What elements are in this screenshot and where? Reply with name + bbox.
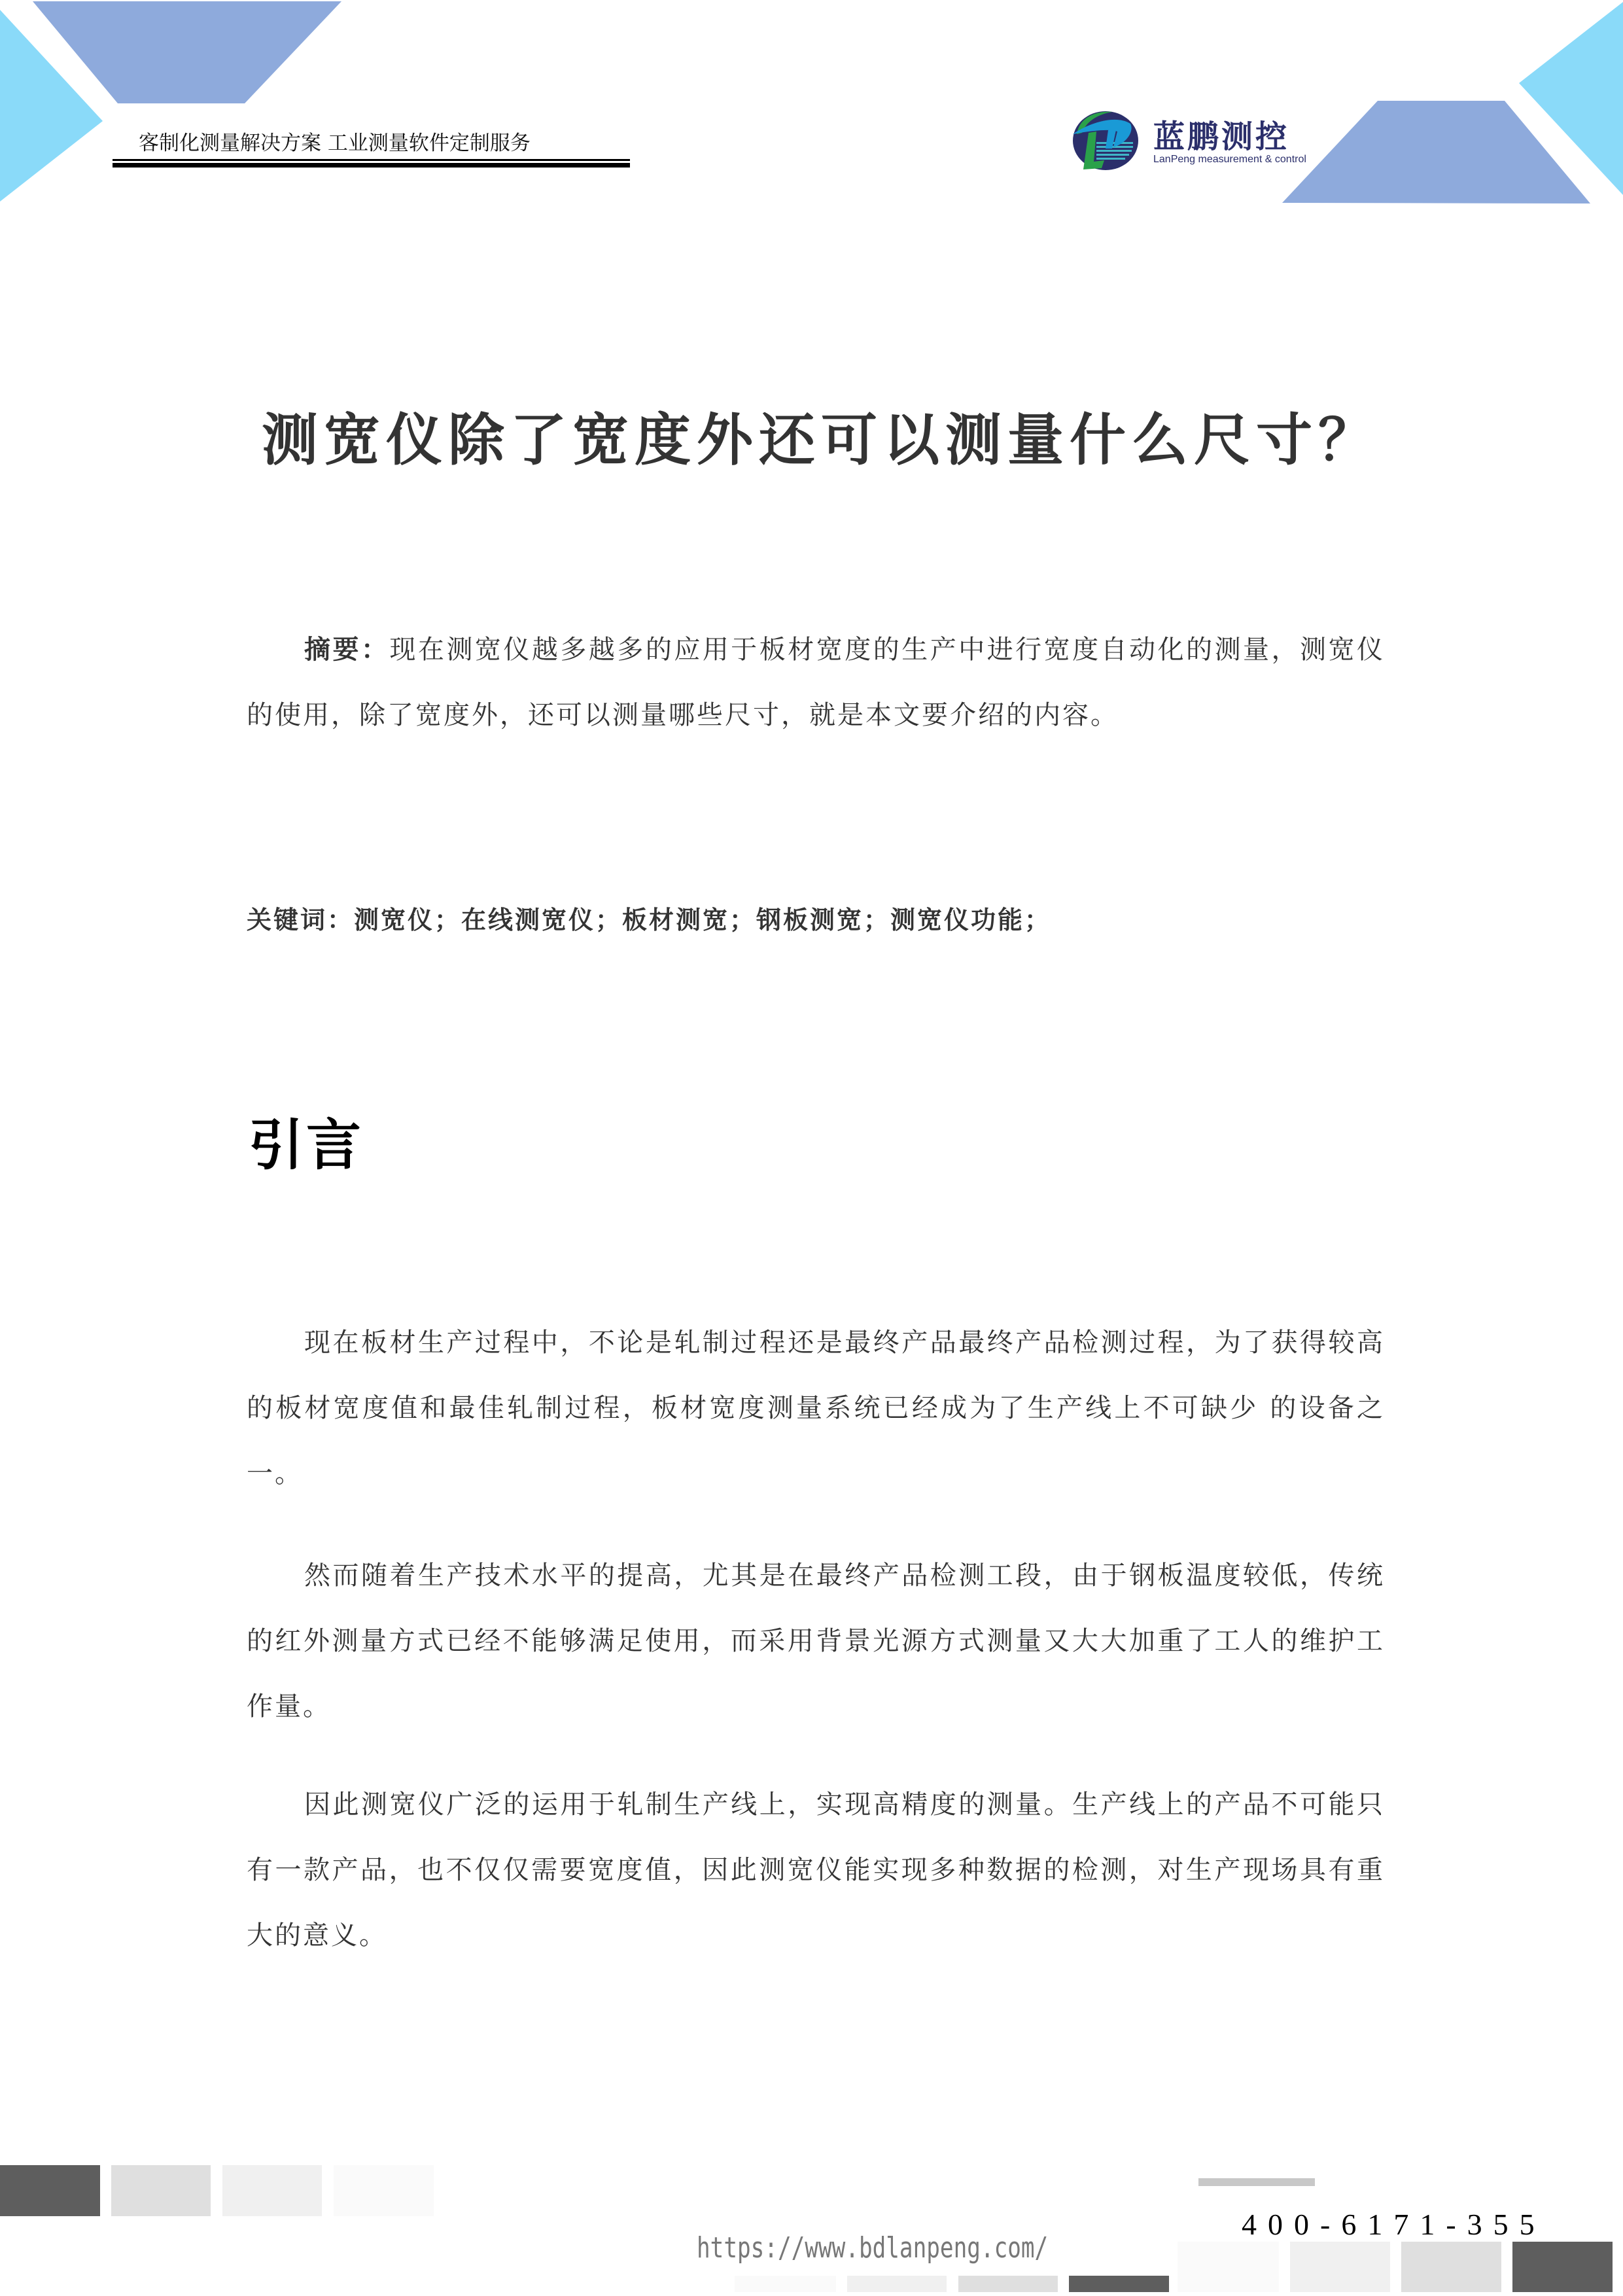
header-rule-thick bbox=[113, 163, 630, 168]
company-logo bbox=[1070, 107, 1312, 172]
header-tagline: 客制化测量解决方案 工业测量软件定制服务 bbox=[139, 132, 531, 155]
lanpeng-logo-icon bbox=[1070, 108, 1140, 171]
footer-square bbox=[0, 2165, 100, 2216]
footer-square bbox=[958, 2276, 1058, 2292]
footer-bar bbox=[1198, 2178, 1315, 2186]
abstract bbox=[247, 617, 1385, 748]
paragraph: 现在板材生产过程中，不论是轧制过程还是最终产品最终产品检测过程，为了获得较高的板材宽度值和最佳轧制过程，板材宽度测量系统已经成为了生产线上不可缺少 的设备之一。 bbox=[247, 1328, 1385, 1489]
paragraph: 然而随着生产技术水平的提高，尤其是在最终产品检测工段，由于钢板温度较低，传统的红外测量方式已经不能够满足使用，而采用背景光源方式测量又大大加重了工人的维护工作量。 bbox=[247, 1561, 1385, 1722]
document-title: 测宽仪除了宽度外还可以测量什么尺寸？ bbox=[262, 407, 1380, 473]
footer-phone: 400-6171-355 bbox=[1242, 2208, 1546, 2241]
logo-name-cn: 蓝鹏测控 bbox=[1153, 118, 1290, 155]
section-heading-introduction: 引言 bbox=[249, 1112, 364, 1177]
footer-square bbox=[1178, 2242, 1279, 2292]
header-rule-thin bbox=[113, 159, 630, 161]
footer-square bbox=[222, 2165, 322, 2216]
header-right-trapezoid bbox=[1282, 101, 1590, 203]
abstract-label: 摘要： bbox=[304, 634, 390, 665]
footer-square bbox=[1512, 2242, 1613, 2292]
footer-square bbox=[334, 2165, 434, 2216]
logo-name-en: LanPeng measurement & control bbox=[1153, 154, 1306, 165]
abstract-text: 现在测宽仪越多越多的应用于板材宽度的生产中进行宽度自动化的测量，测宽仪的使用，除了宽度外，还可以测量哪些尺寸，就是本文要介绍的内容。 bbox=[247, 635, 1386, 730]
footer-square bbox=[111, 2165, 211, 2216]
keywords-text: 测宽仪；在线测宽仪；板材测宽；钢板测宽；测宽仪功能； bbox=[354, 906, 1052, 934]
footer-square bbox=[847, 2276, 947, 2292]
keywords-label: 关键词： bbox=[247, 906, 355, 934]
footer-url[interactable]: https://www.bdlanpeng.com/ bbox=[697, 2231, 1049, 2265]
keywords bbox=[247, 887, 1385, 953]
footer-square bbox=[1401, 2242, 1501, 2292]
paragraph: 因此测宽仪广泛的运用于轧制生产线上，实现高精度的测量。生产线上的产品不可能只有一款产品，也不仅仅需要宽度值，因此测宽仪能实现多种数据的检测，对生产现场具有重大的意义。 bbox=[247, 1790, 1385, 1951]
header-left-trapezoid bbox=[33, 1, 341, 103]
footer-square bbox=[1069, 2276, 1169, 2292]
footer-square bbox=[735, 2276, 836, 2292]
footer-square bbox=[1290, 2242, 1390, 2292]
